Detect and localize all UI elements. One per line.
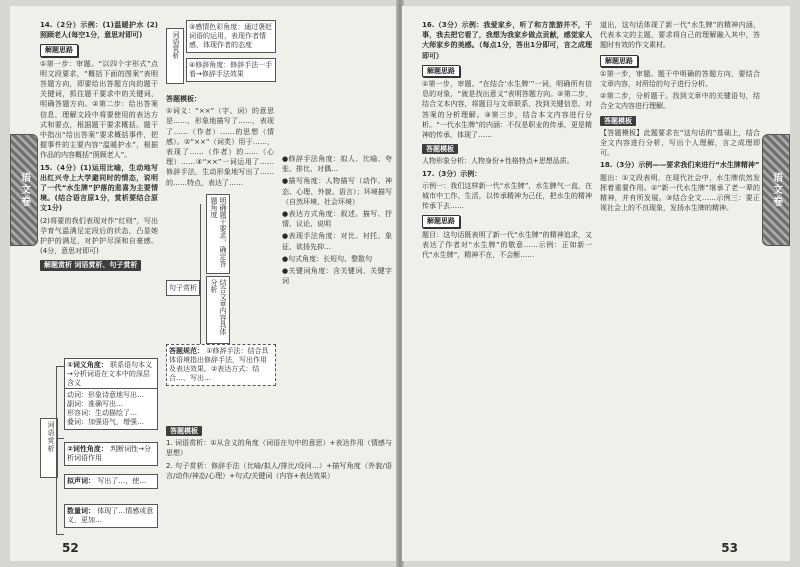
q16-head: 16.（3分）示例：我爱家乡，听了和方旅游并不，干事，我去把它看了，我想为我家乡做点贡献，感觉家人大师家乡的美感。（每点1分，答出1分即可，言之成理即可） <box>422 21 592 60</box>
q15-head: 15.（4分）(1)运用比喻，生动地写出红兴寺上大学避同时的情态，说明了一代“水生牌”护落的悲喜为主要情境。(结合语言原1分，赏析要结合原文1分) <box>40 163 158 213</box>
model-2: 2. 句子赏析：修辞手法（比喻/拟人/排比/设问…）+描写角度（外貌/语言/动作/神态/心理）+句式/关键词（内容+表达效果） <box>166 461 392 480</box>
q14-tag: 解题思路 <box>40 44 78 56</box>
mm-node-3 <box>64 442 158 466</box>
sentence-root: 句子赏析 <box>166 280 200 296</box>
branch-c-text: ①修辞手法：结合具体语境指出修辞手法，写出作用及表达效果。②表达方式：结合…，写出… <box>169 346 269 382</box>
q16-body: ①第一步，审题。“在结合‘水生牌’”一词，明确所有信息的对象，“就是找出意义”表明答题方向。②第二步，结合文本内容，将题目与文章联系，找到关键信息，对答案的分析理解。③第三步，结合本文内容进行分析。“一代水生牌”的内涵：不仅是职业的传承，更是精神的传承，体现了…… <box>422 80 592 140</box>
branch-c-title: 答题规范： <box>169 346 204 355</box>
q16-model: 人物形象分析：人物身份+性格特点+思想品质。 <box>422 157 574 166</box>
answer-model-section <box>166 424 392 483</box>
top-vlabel: 词语赏析 <box>166 28 184 84</box>
left-col-1 <box>40 20 158 273</box>
model-1: 1. 词语赏析：①从含义的角度（词语在句中的意思）+表达作用（情感与思想） <box>166 439 392 458</box>
answer-format-title: 答题模板： <box>166 95 201 103</box>
technique-item-1: ●修辞手法角度：拟人、比喻、夸张、排比、对偶… <box>282 155 392 174</box>
sentence-mindmap <box>166 194 274 394</box>
q18-head: 18.（3分）示例——要求我们来进行“水生牌精神” <box>600 161 760 170</box>
mm-item-adverb: 副词：准确写出… <box>67 400 123 408</box>
left-col-2 <box>166 20 274 394</box>
mm-node-4-text: 写出了…，使… <box>97 477 147 485</box>
mm-node-5 <box>64 504 158 528</box>
left-page-number: 52 <box>62 541 79 555</box>
mm-node-2 <box>64 388 158 430</box>
right-page-number: 53 <box>721 541 738 555</box>
mm-node-1-title: ①词义角度： <box>67 361 108 369</box>
mm-item-adjective: 形容词：生动描绘了… <box>67 409 137 417</box>
mm-item-verb: 动词：形象诗意地写出… <box>67 391 144 399</box>
right-col-2 <box>600 20 760 215</box>
answer-format-text: ①词义：“××”（字、词）的意思是……，形象地描写了……，表现了……（作者）……的思想（情感）。②“××”（词类）用于……，表现了……（作者）的……（心理）……③“××”一词运用了……修辞手法，生动形象地写出了……的……特点，表达了…… <box>166 107 274 187</box>
top-box-1: ③感情色彩角度：通过褒贬词语的运用，表现作者情感，体现作者的态度 <box>186 20 276 53</box>
q17-body-2: 题目：这句话既表明了新一代“水生牌”的精神追求，又表达了作者对“水生牌”的敬意……示例：正如新一代“水生牌”，精神不在，不会断…… <box>422 230 592 260</box>
branch-b: 结合文章内容具体分析 <box>206 276 230 344</box>
intro: 道出，这句话体现了新一代“水生牌”的精神内涵，代表本文的主题，要求将自己的理解融入其中，答题时有效的作文素材。 <box>600 21 760 50</box>
mm-item-reduplication: 叠词：加强语气，增强… <box>67 418 144 426</box>
technique-item-3: ●表达方式角度：叙述、描写、抒情、议论、说明 <box>282 210 392 229</box>
branch-a: 明确题干要求，确定答题角度 <box>206 194 230 274</box>
mm-node-4-title: 拟声词： <box>67 477 95 485</box>
q16-tag: 解题思路 <box>422 65 460 77</box>
mm-node-1 <box>64 358 158 391</box>
word-mindmap <box>40 358 158 548</box>
right-model: 【答题模板】此题要求在“这句话的”基础上，结合全文内容进行分析，写出个人理解，言之成理即可。 <box>600 128 760 158</box>
technique-item-5: ●句式角度：长短句、整散句 <box>282 254 373 263</box>
right-page <box>402 6 790 561</box>
model-tag: 答题模板 <box>166 426 202 436</box>
right-side-tab: 语文卷 <box>762 134 790 246</box>
q15-body: (2)将要的我们表现对作“红则”，写出孕育气温满足定段后的状态，凸显她护护的满足，对护护尽深和自豪感。(4分，意思对即可) <box>40 216 158 256</box>
q15-tag: 解题赏析 词语赏析、句子赏析 <box>40 260 141 270</box>
right-tag-1: 解题思路 <box>600 55 638 67</box>
mm-root: 词语赏析 <box>40 418 58 478</box>
right-col-1 <box>422 20 592 262</box>
step-2: ②第二步，分析题干。找到文章中的关键语句，结合全文内容进行理解。 <box>600 92 760 111</box>
technique-item-4: ●表现手法角度：对比、衬托、象征、欲扬先抑… <box>282 232 392 251</box>
q18-body: 题出：①文段表明，在现代社会中，水生牌依然发挥着重要作用。②“新一代水生牌”继承了老一辈的精神，并有所发展。③结合全文……示例三：要正视社会上的不良现象，发扬水生牌的精神。 <box>600 173 760 213</box>
mm-node-1-text: 联系语句本义→分析词语在文本中的深层含义 <box>67 361 153 387</box>
top-boxes <box>166 20 274 90</box>
left-side-tab: 语文卷 <box>10 134 38 246</box>
q14-body: ①第一步：审题。“以四个字形式”点明文段要求，“概括下面的图案”表明答题方向，即要给出答题方向的题干关键词，抓住题干要求中的关键词，明确答题方向。②第二步：给出答案信息，理解文段中将要使用的表达方式和要点，根据题干要求概括。题干中指出“给出答案”要求概括事件，把握事件的主要内容“温暖护水”，根据作品的内容概括“照顾老人”。 <box>40 59 158 160</box>
q17-head: 17.（3分）示例： <box>422 169 482 178</box>
q14-head: 14.（2分）示例：(1)温暖护水 (2)照顾老人(每空1分，意思对即可) <box>40 21 158 40</box>
mm-node-3-text: 判断词性→分析词语作用 <box>67 445 152 462</box>
top-box-2: ④修辞角度：修辞手法一手看→修辞手法效果 <box>186 58 276 82</box>
technique-item-2: ●描写角度：人物描写（动作、神态、心理、外貌、语言）；环境描写（自然环境、社会环境） <box>282 177 392 206</box>
step-1: ①第一步，审题。题干中明确的答题方向，要结合文章内容，对所给的句子进行分析。 <box>600 69 760 89</box>
right-tag-2: 答题模板 <box>600 116 636 126</box>
q17-body: 示例一：我们这样新一代“水生牌”，水生脾气一直，在城市中工作、生活，以传承精神为己任，把水生的精神传承下去…… <box>422 181 592 211</box>
left-col-3 <box>282 154 392 288</box>
branch-c <box>166 344 276 386</box>
left-page <box>10 6 399 561</box>
mm-node-3-title: ②词性角度： <box>67 445 108 453</box>
mm-node-5-title: 数量词： <box>67 507 95 515</box>
mm-node-4 <box>64 474 158 489</box>
mm-node-5-text: 体现了…情感或意义，更加… <box>67 507 154 524</box>
technique-item-6: ●关键词角度：含关键词、关键字词 <box>282 267 392 286</box>
q16-tag-2: 答题模板 <box>422 144 458 154</box>
q17-tag: 解题思路 <box>422 215 460 227</box>
